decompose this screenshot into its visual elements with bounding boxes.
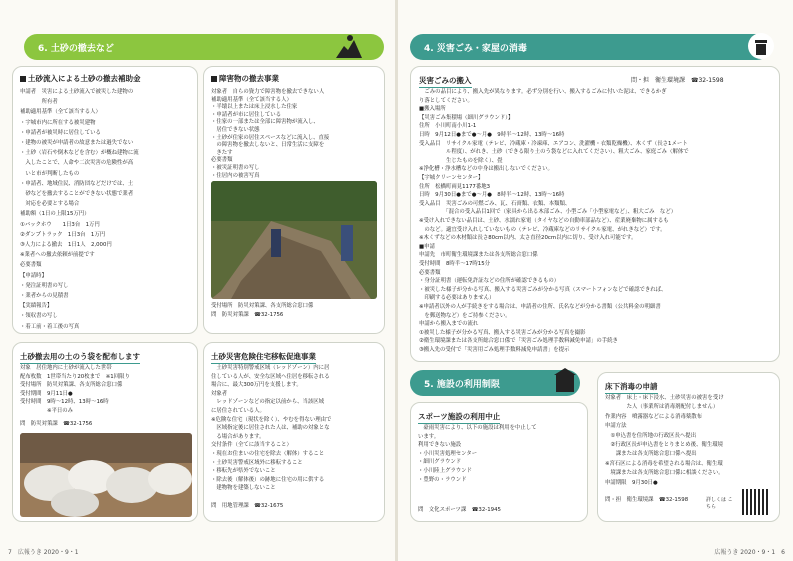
- text-line: ②ダンプトラック 1日3台 1万円: [20, 231, 106, 238]
- text-line: 受入品目 リサイクル家電（テレビ、冷蔵庫・冷凍庫、エアコン、洗濯機・衣類乾燥機）、木くず（長さ1メート: [419, 140, 688, 147]
- text-line: のなど。適宜受け入れしていないもの（テレビ、冷蔵庫などのリサイクル家電、がれきなど）です。: [419, 226, 666, 233]
- building-icon: [552, 366, 578, 396]
- text-line: いと市が判断したもの: [20, 170, 80, 177]
- text-line: 住所 松橋町両見1177番地3: [419, 183, 491, 190]
- text-line: 日時 9月12日●まで●～月● 9時半～12時、13時～16時: [419, 132, 565, 138]
- text-line: 必要書類: [211, 157, 233, 164]
- text-line: ※受け入れできない品目は、土砂、水濡れ家電（タイヤなどの自動車部品など）、産業廃棄物に属するも: [419, 218, 669, 224]
- sandbags-photo: [20, 433, 192, 517]
- section-title: 6. 土砂の撤去など: [38, 43, 114, 54]
- qr-label: 詳しくは こちら: [706, 497, 733, 510]
- text-line: 補助適用基準（全て該当する人）: [20, 109, 101, 116]
- disinfection-card: [597, 372, 780, 522]
- obstacle-removal-card: [203, 66, 385, 334]
- text-line: ①被災した様子が分かる写真、搬入する災害ごみが分かる写真を撮影: [419, 329, 586, 336]
- card-title: 災害ごみの搬入: [419, 75, 472, 88]
- text-line: ・着工前・着工後の写真: [20, 323, 80, 330]
- text-line: 申請から搬入までの流れ: [419, 321, 479, 328]
- section-band-sediment: [24, 34, 384, 60]
- text-line: る場合があります。: [211, 433, 265, 440]
- text-line: ・住居内の被害写真: [211, 172, 260, 179]
- text-line: 配布枚数 1世帯当たり20枚まで ※1回限り: [20, 373, 130, 380]
- disaster-waste-card: [410, 66, 780, 362]
- card-title: スポーツ施設の利用中止: [418, 411, 500, 424]
- text-line: 【宇城クリーンセンター】: [419, 175, 484, 181]
- text-line: 対応を必要とする場合: [20, 201, 80, 208]
- trash-can-icon: [748, 31, 774, 61]
- card-title: 土砂流入による土砂の撤去補助金: [20, 73, 141, 84]
- text-line: ・半壊以上または床上浸水した住家: [211, 104, 298, 111]
- text-line: ・被災した様子が分かる写真、搬入する災害ごみが分かる写真（スマートフォンなどで確認できれば、: [419, 286, 667, 293]
- text-line: ・業者からの見積書: [20, 293, 69, 299]
- text-line: 必要書類: [419, 269, 441, 276]
- text-line: ■搬入場所: [419, 106, 446, 113]
- text-line: ・申請者、地域住民、消防団などだけでは、土: [20, 180, 134, 187]
- text-line: ③人力による撤去 1日1人 2,000円: [20, 242, 112, 248]
- text-line: 【災害ごみ集積場（細川グラウンド）】: [419, 114, 514, 121]
- text-line: ③搬入先の受付で「災害用ごみ処理手数料減免申請書」を提示: [419, 347, 570, 353]
- text-line: ・小川災害処理センター: [418, 450, 478, 457]
- section-band-waste: [410, 34, 770, 60]
- text-line: ※宮石区による消毒を希望される場合は、衛生環: [605, 460, 723, 467]
- text-line: 受付期間 9月11日●: [20, 390, 73, 397]
- text-line: た人（事業所は消毒剤配付しません）: [605, 404, 719, 411]
- text-line: り落としてください。: [419, 97, 473, 104]
- page-number-left: 7 広報うき 2020・9・1: [8, 549, 79, 556]
- sandbag-card: [12, 342, 198, 522]
- card-title: 障害物の撤去事業: [211, 73, 279, 84]
- text-line: ・小川陸上グラウンド: [418, 468, 472, 474]
- sediment-subsidy-card: [12, 66, 198, 334]
- text-line: ■申請: [419, 243, 435, 250]
- text-line: ②衛生環境課または各支所総合窓口係で「災害ごみ処理手数料減免申請」の手続き: [419, 338, 618, 345]
- card-title: 床下消毒の申請: [605, 381, 658, 394]
- text-line: ・土砂災害警戒区域外に移転すること: [211, 459, 303, 466]
- text-line: 必要書類: [20, 262, 42, 269]
- text-line: 申請方法: [605, 423, 627, 430]
- card-title: 土砂災害危険住宅移転促進事業: [211, 351, 316, 364]
- text-line: 境課または各支所総合窓口係に相談ください。: [605, 470, 724, 477]
- text-line: ※危険な住宅（現状を除く）、やむを得ない理由で: [211, 416, 332, 423]
- text-line: 豪雨災害により、以下の施設は利用を中止して: [418, 425, 537, 431]
- text-line: ①バックホウ 1日3台 1万円: [20, 221, 100, 228]
- text-line: 【申請時】: [20, 272, 47, 279]
- text-line: 作業内容 噴霧器などによる消毒薬散布: [605, 413, 703, 420]
- text-line: 土砂災害特別警戒区域（レッドゾーン）内に居: [211, 365, 330, 371]
- text-line: 申請者 災害による土砂流入で被災した建物の: [20, 89, 134, 95]
- text-line: の障害物を撤去しないと、日常生活に支障を: [211, 142, 325, 149]
- text-line: 建物物を建築しないこと: [211, 485, 276, 492]
- text-line: ※浄化槽・浄水槽などの中身は搬出しないでください。: [419, 166, 553, 173]
- text-line: ※業者への撤去依頼が前提です: [20, 252, 95, 259]
- text-line: 対象者 床上・床下浸水、土砂災害の被害を受け: [605, 395, 724, 401]
- facility-card: [410, 402, 588, 522]
- contact-line: 問・担 衛生環境課 ☎32-1598: [605, 497, 689, 503]
- relocation-card: [203, 342, 385, 522]
- text-line: 交付条件（全てに該当すること）: [211, 442, 292, 449]
- gutter: [395, 0, 398, 561]
- text-line: ・建物の被災が申請者の故意または過失でない: [20, 140, 134, 146]
- text-line: 申請先 市町衛生環境課または各支所総合窓口係: [419, 252, 538, 259]
- text-line: ①申込書を住所地の行政区長へ提出: [605, 432, 697, 439]
- text-line: ※申請者以外の人が手続きをする場合は、申請者の住所、氏名などが分かる書類（公共料金の明細書: [419, 304, 661, 310]
- text-line: 対象 居住地内に土砂が流入した世帯: [20, 365, 112, 371]
- text-line: います。: [418, 433, 440, 440]
- text-line: 住している人が、安全な区域へ住居を移転される: [211, 373, 330, 380]
- contact-line: 問 防災対策課 ☎32-1756: [211, 312, 284, 318]
- text-line: 区域指定後に居住された人は、補助の対象とな: [211, 425, 330, 432]
- text-line: 補助額（1日の上限15万円）: [20, 211, 90, 218]
- text-line: レッドゾーンなどの指定以前から、当該区域: [211, 399, 325, 406]
- text-line: 受付場所 防災対策課、各支所総合窓口係: [20, 382, 123, 389]
- text-line: ・豊野の・ラウンド: [418, 476, 467, 483]
- text-line: 受付時間 9時～12時、13時～16時: [20, 399, 109, 406]
- text-line: ・住家の一部または全部に障害物が流入し、: [211, 119, 319, 126]
- text-line: 砂などを撤去することができない状態で業者: [20, 191, 134, 197]
- text-line: ②行政区長が申込書をとりまとめ後、衛生環境: [605, 442, 724, 448]
- shovel-person-icon: [334, 32, 364, 60]
- text-line: 生じたものを除く）、畳: [419, 157, 503, 164]
- text-line: きたす: [211, 149, 233, 156]
- text-line: 対象者: [211, 390, 228, 397]
- card-title: 土砂撤去用の土のう袋を配布します: [20, 351, 140, 364]
- text-line: 受入品目 災害ごみの可燃ごみ、瓦、石膏類、衣類、本類類、: [419, 200, 571, 207]
- text-line: 印刷する必要はありません）: [419, 295, 495, 302]
- text-line: ※木くずなどの木材類は長さ80cm以内、太さ直径20cm以内に切り、受け入れ可能です。: [419, 235, 637, 242]
- text-line: 対象者 自らの資力で障害物を撤去できない人: [211, 89, 325, 95]
- text-line: 【実績報告】: [20, 303, 53, 310]
- text-line: ・申請者が市に居住している: [211, 111, 282, 118]
- text-line: 入したことで、人命や二次災害の危険性が高: [20, 160, 134, 167]
- text-line: ・領収書の写し: [20, 313, 58, 320]
- text-line: ・宇城市内に所在する被災建物: [20, 119, 96, 126]
- text-line: ※平日のみ: [20, 408, 74, 414]
- reception-place: 受付場所 防災対策課、各支所総合窓口係: [211, 303, 314, 309]
- text-line: ごみの品目により、搬入先が異なります。必ず分別を行い、搬入するごみに付いた泥は、できるかぎ: [419, 89, 667, 95]
- text-line: 住所 小川町南小川1-1: [419, 123, 477, 130]
- text-line: ・現在お住まいの住宅を除去（解体）すること: [211, 451, 325, 457]
- text-line: ・土砂が住家の居住スペースなどに流入し、直接: [211, 134, 330, 141]
- contact-line: 問 文化スポーツ課 ☎32-1945: [418, 507, 501, 513]
- contact-line: 問・担 衛生環境課 ☎32-1598: [631, 77, 724, 84]
- contact-line: 問 用地管理課 ☎32-1675: [211, 503, 284, 509]
- text-line: ・除去後（解体後）の跡地に住宅の用に供する: [211, 476, 325, 483]
- text-line: ・身分証明書（運転免許証などの住所が確認できるもの）: [419, 278, 560, 285]
- text-line: を郵送物など）をご持参ください。: [419, 312, 511, 319]
- text-line: 補助適用基準（全て該当する人）: [211, 96, 292, 103]
- text-line: ル程度）、がれき、土砂（できる限り土のう袋などに入れてください）、粗大ごみ、家庭ごみ（解体で: [419, 149, 689, 156]
- qr-code[interactable]: [742, 489, 768, 515]
- text-line: 「混合の受入品目1回で（家具から出る木部ごみ、小型ごみ「小型家電など」、粗大ごみ など）: [419, 209, 677, 216]
- text-line: 所有者: [20, 99, 58, 106]
- text-line: ・細川グラウンド: [418, 459, 462, 466]
- text-line: 日時 9月30日●まで●～月● 8時半～12時、13時～16時: [419, 192, 565, 199]
- text-line: 場合に、最大300万円を支援します。: [211, 382, 302, 389]
- text-line: に居住されている人。: [211, 408, 265, 414]
- text-line: ・土砂（岩石や倒木などを含む）が概ね建物に流: [20, 150, 139, 157]
- text-line: ・移転先が県外でないこと: [211, 468, 276, 475]
- contact-line: 問 防災対策課 ☎32-1756: [20, 421, 93, 427]
- text-line: 受付時間 8時半～17時15分: [419, 261, 491, 267]
- landslide-photo: [211, 181, 377, 299]
- section-title: 5. 施設の利用制限: [424, 379, 500, 390]
- text-line: 居住できない状態: [211, 127, 260, 133]
- text-line: ・被災証明書の写し: [211, 165, 260, 171]
- text-line: 課または各支所総合窓口係へ提出: [605, 451, 697, 458]
- text-line: ・申請者が被災時に居住している: [20, 129, 101, 136]
- text-line: 申請期限 9月30日●: [605, 479, 658, 486]
- text-line: ・発注証明書の写し: [20, 282, 69, 289]
- section-title: 4. 災害ごみ・家屋の消毒: [424, 43, 527, 54]
- text-line: 利用できない施設: [418, 442, 462, 449]
- page-number-right: 広報うき 2020・9・1 6: [714, 549, 785, 556]
